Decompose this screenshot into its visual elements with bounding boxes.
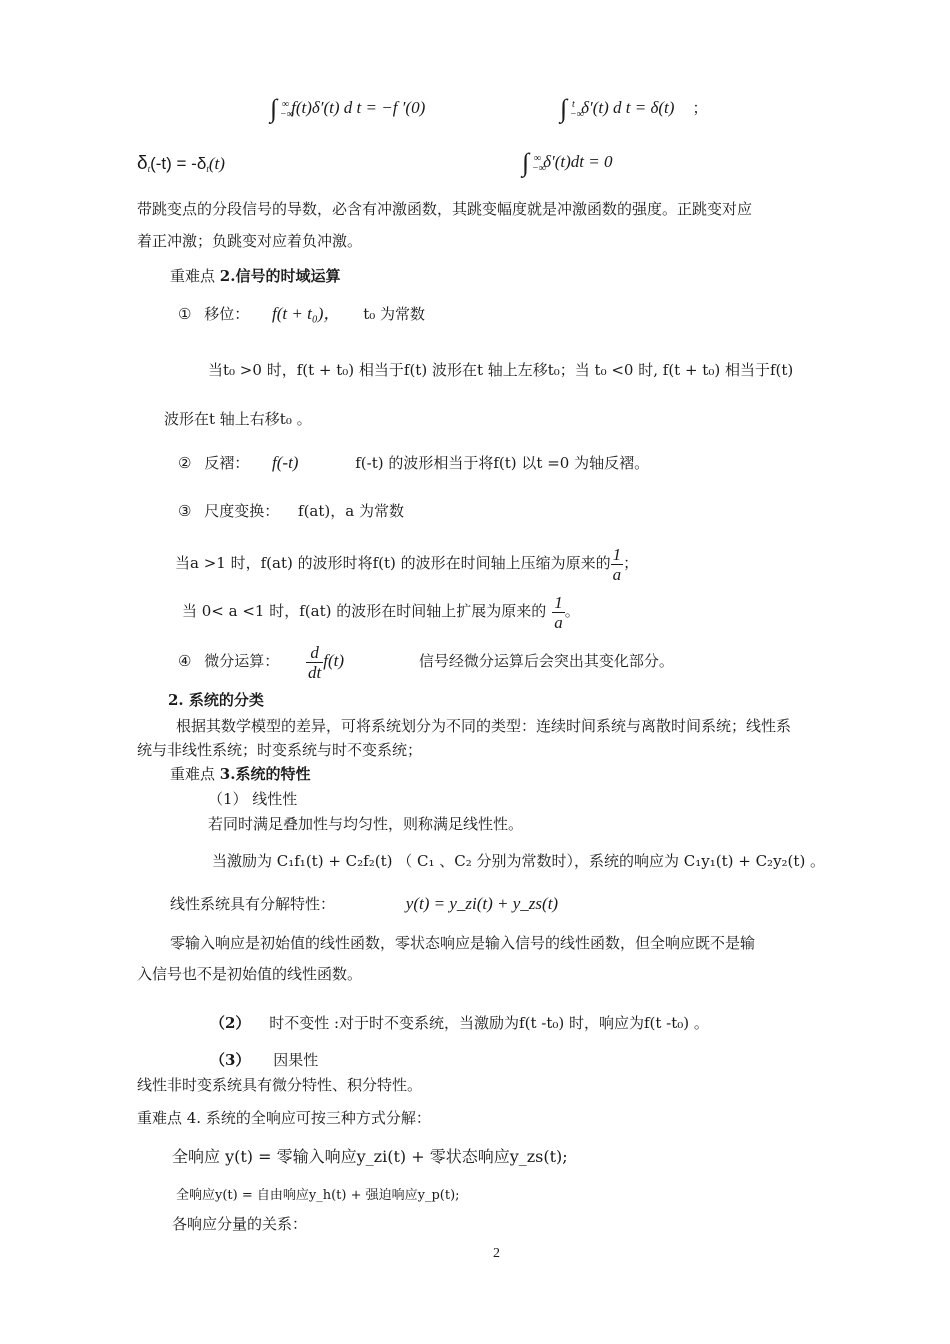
formula-integral-delta-prime: ∫ t −∞ δ′(t) d t = δ(t) ； [560, 94, 708, 123]
item-shift-desc-line1: 当t₀ >0 时，f(t + t₀) 相当于f(t) 波形在t 轴上左移t₀；当 t₀ <0 时, f(t + t₀) 相当于f(t) [208, 361, 794, 379]
item-scale-desc-line1: 当a >1 时，f(at) 的波形时将f(t) 的波形在时间轴上压缩为原来的 $\frac{1}{a}$ ； [175, 544, 639, 584]
section-heading-system-props: 重难点 3.系统的特性 [170, 765, 311, 783]
formula-delta-odd: $\delta_t(-t) = -\delta_t(t)$ [137, 153, 225, 174]
item-reflect: ② 反褶： f(-t) f(-t) 的波形相当于将f(t) 以t =0 为轴反褶。 [178, 453, 650, 472]
section-heading-full-response: 重难点 4. 系统的全响应可按三种方式分解： [137, 1109, 431, 1127]
time-invariance: （2） 时不变性 :对于时不变系统，当激励为f(t -t₀) 时，响应为f(t -t₀) 。 [210, 1014, 709, 1032]
system-class-line1: 根据其数学模型的差异，可将系统划分为不同的类型：连续时间系统与离散时间系统；线性系 [176, 717, 792, 735]
fraction-one-over-a: $\frac{1}{a}$ [554, 592, 563, 632]
system-class-line2: 统与非线性系统；时变系统与时不变系统； [137, 741, 423, 759]
linearity-def: 若同时满足叠加性与均匀性，则称满足线性性。 [208, 815, 524, 833]
section-heading-system-class: 2. 系统的分类 [168, 691, 264, 709]
item-scale-desc-line2: 当 0< a <1 时，f(at) 的波形在时间轴上扩展为原来的 $\frac{1}{a}$ 。 [182, 592, 580, 632]
item-shift: ① 移位： f(t + t₀)， t₀ 为常数 [178, 304, 425, 323]
item-scale: ③ 尺度变换： f(at)，a 为常数 [178, 502, 404, 520]
section-heading-signal-ops: 重难点 2.信号的时域运算 [170, 267, 341, 285]
zero-response-line1: 零输入响应是初始值的线性函数，零状态响应是输入信号的线性函数，但全响应既不是输 [170, 934, 756, 952]
formula-delta-prime-zero: ∫ ∞ −∞ δ′(t)dt = 0 [522, 148, 613, 177]
decomposition-property: 线性系统具有分解特性： y(t) = y_zi(t) + y_zs(t) [170, 894, 559, 913]
full-response-eq1: 全响应 y(t) = 零输入响应y_zi(t) + 零状态响应y_zs(t); [172, 1147, 568, 1166]
integral-symbol: ∫ t −∞ [560, 94, 584, 123]
linearity-superposition: 当激励为 C₁f₁(t) + C₂f₂(t) （ C₁ 、C₂ 分别为常数时），系统的响应为 C₁y₁(t) + C₂y₂(t) 。 [212, 852, 826, 870]
fraction-d-dt: $\frac{d}{dt}$ [308, 642, 322, 682]
integral-symbol: ∫ ∞ −∞ [522, 148, 546, 177]
item-shift-desc-line2: 波形在t 轴上右移t₀ 。 [164, 410, 312, 428]
lti-property: 线性非时变系统具有微分特性、积分特性。 [137, 1076, 423, 1094]
page-number: 2 [493, 1246, 500, 1261]
paragraph-jump-line1: 带跳变点的分段信号的导数，必含有冲激函数，其跳变幅度就是冲激函数的强度。正跳变对应 [137, 200, 753, 218]
integral-symbol: ∫ ∞ −∞ [270, 94, 294, 123]
response-relation-label: 各响应分量的关系： [172, 1215, 308, 1233]
fraction-one-over-a: $\frac{1}{a}$ [612, 544, 622, 584]
item-derivative: ④ 微分运算： $\frac{d}{dt}$ f(t) 信号经微分运算后会突出其变化部分。 [178, 642, 674, 682]
paragraph-jump-line2: 着正冲激；负跳变对应着负冲激。 [137, 232, 363, 250]
full-response-eq2: 全响应y(t) = 自由响应y_h(t) + 强迫响应y_p(t); [176, 1188, 460, 1203]
zero-response-line2: 入信号也不是初始值的线性函数。 [137, 965, 363, 983]
causality-heading: （3） 因果性 [210, 1051, 319, 1069]
linearity-heading: （1） 线性性 [208, 790, 298, 808]
formula-sifting-derivative: ∫ ∞ −∞ f(t)δ′(t) d t = −f ′(0) [270, 94, 426, 123]
